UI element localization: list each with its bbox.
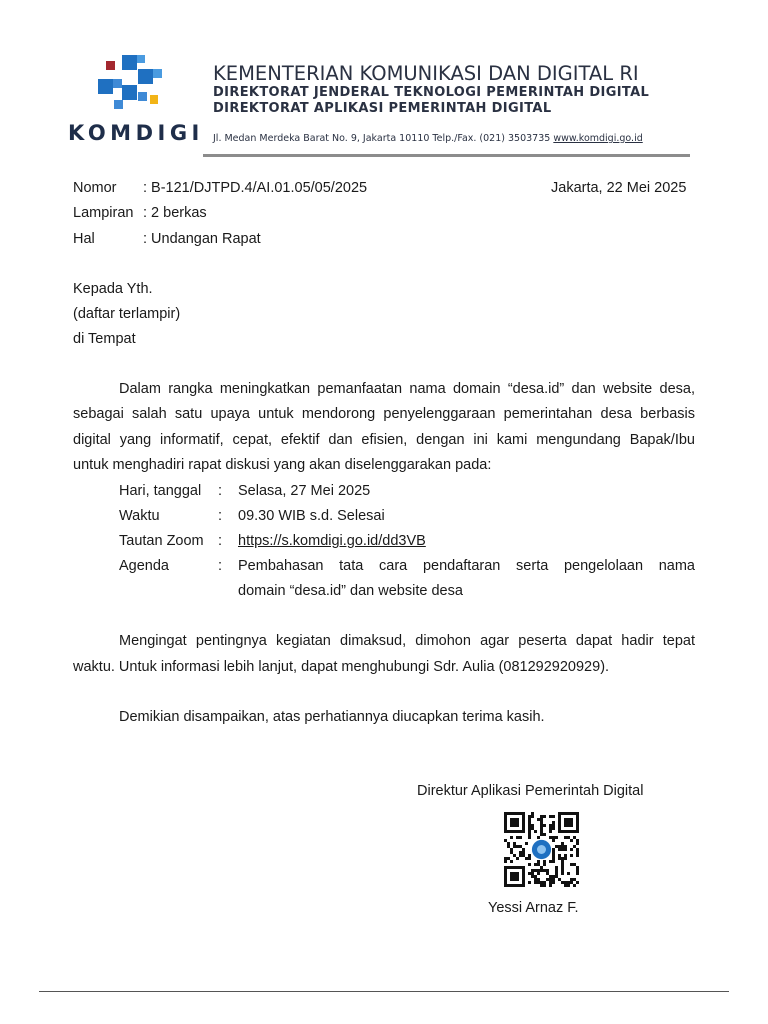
qr-code-icon [502, 812, 582, 888]
recipient-line-2: (daftar terlampir) [73, 306, 181, 322]
hal-value: : Undangan Rapat [143, 231, 261, 247]
para1-line-2: sebagai salah satu upaya untuk mendorong penyelenggaraan pemerintahan desa berbasis [73, 406, 695, 422]
agenda-label: Agenda [119, 558, 169, 574]
lampiran-label: Lampiran [73, 205, 134, 221]
letterhead-divider [203, 154, 690, 157]
recipient-line-1: Kepada Yth. [73, 281, 153, 297]
time-colon: : [218, 508, 223, 524]
zoom-link[interactable]: https://s.komdigi.go.id/dd3VB [238, 533, 426, 549]
directorate-name: DIREKTORAT APLIKASI PEMERINTAH DIGITAL [213, 101, 552, 116]
signatory-title: Direktur Aplikasi Pemerintah Digital [417, 783, 644, 799]
hal-label: Hal [73, 231, 95, 247]
signatory-name: Yessi Arnaz F. [488, 900, 579, 916]
recipient-line-3: di Tempat [73, 331, 136, 347]
para1-line-4: untuk menghadiri rapat diskusi yang akan diselenggarakan pada: [73, 457, 492, 473]
time-label: Waktu [119, 508, 160, 524]
komdigi-logo-icon [95, 54, 167, 116]
para1-line-1: Dalam rangka meningkatkan pemanfaatan nama domain “desa.id” dan website desa, [119, 381, 695, 397]
para2-line-1: Mengingat pentingnya kegiatan dimaksud, dimohon agar peserta dapat hadir tepat [119, 633, 695, 649]
place-date: Jakarta, 22 Mei 2025 [551, 180, 687, 196]
date-value: Selasa, 27 Mei 2025 [238, 483, 371, 499]
nomor-label: Nomor [73, 180, 117, 196]
nomor-value: : B-121/DJTPD.4/AI.01.05/05/2025 [143, 180, 368, 196]
footer-divider [39, 991, 729, 992]
zoom-label: Tautan Zoom [119, 533, 204, 549]
lampiran-value: : 2 berkas [143, 205, 207, 221]
directorate-general-name: DIREKTORAT JENDERAL TEKNOLOGI PEMERINTAH DIGITAL [213, 85, 650, 100]
zoom-colon: : [218, 533, 223, 549]
ministry-name: KEMENTERIAN KOMUNIKASI DAN DIGITAL RI [213, 62, 639, 85]
para1-line-3: digital yang informatif, cepat, efektif dan efisien, dengan ini kami mengundang Bapak/Ibu [73, 432, 695, 448]
date-colon: : [218, 483, 223, 499]
time-value: 09.30 WIB s.d. Selesai [238, 508, 385, 524]
website-link[interactable]: www.komdigi.go.id [553, 133, 643, 144]
logo-wordmark: KOMDIGI [68, 121, 204, 145]
agenda-line-2: domain “desa.id” dan website desa [238, 583, 463, 599]
letterhead-address [213, 133, 643, 144]
date-label: Hari, tanggal [119, 483, 202, 499]
para2-line-2: waktu. Untuk informasi lebih lanjut, dapat menghubungi Sdr. Aulia (081292920929). [73, 659, 610, 675]
address-text: Jl. Medan Merdeka Barat No. 9, Jakarta 10110 Telp./Fax. (021) 3503735 [213, 133, 551, 144]
para3: Demikian disampaikan, atas perhatiannya diucapkan terima kasih. [119, 709, 545, 725]
agenda-line-1: Pembahasan tata cara pendaftaran serta pengelolaan nama [238, 558, 695, 574]
agenda-colon: : [218, 558, 223, 574]
